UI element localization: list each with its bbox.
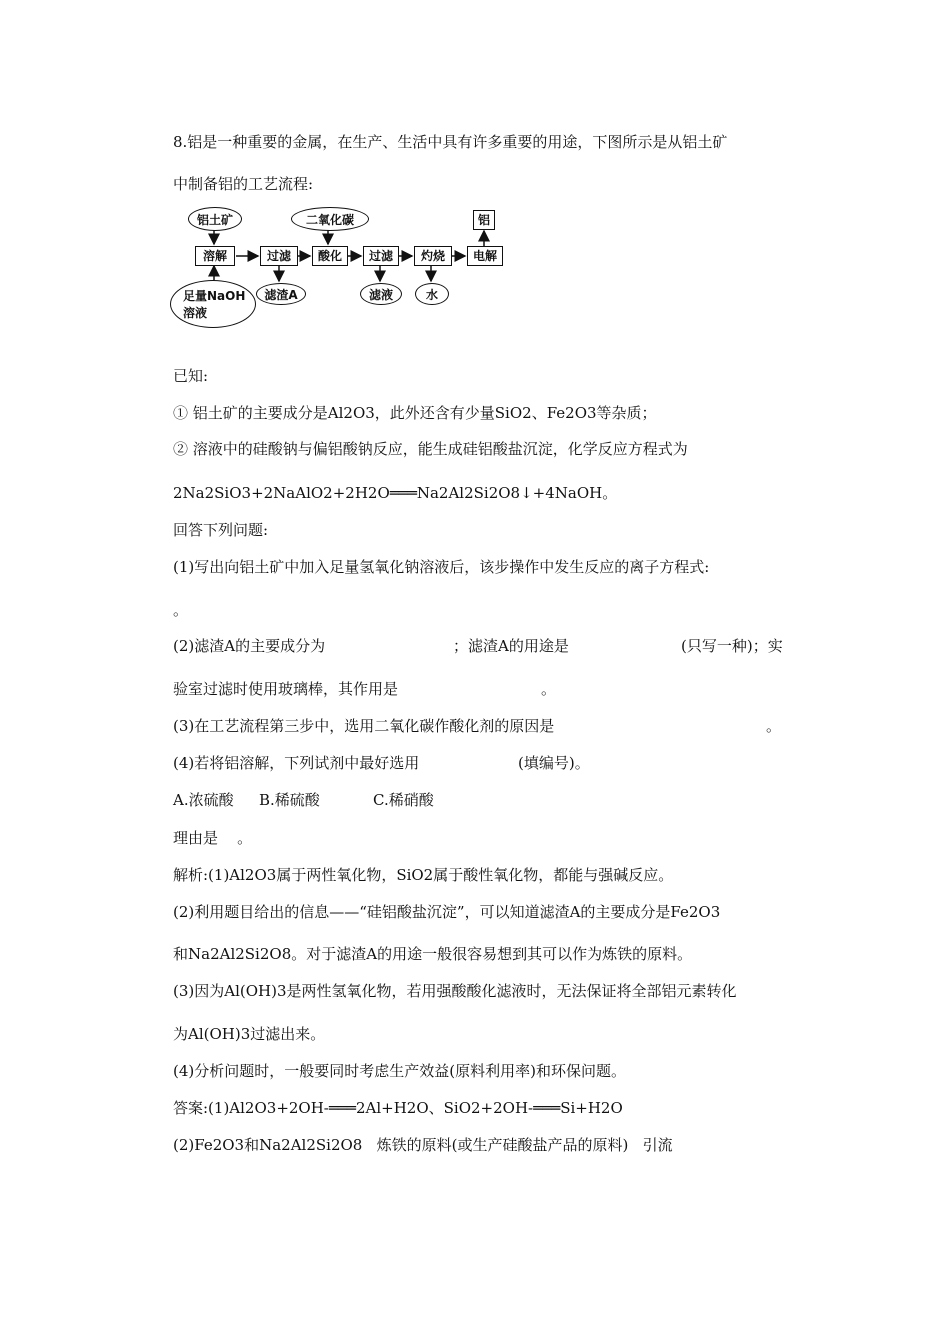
filter1-label: 过滤 (266, 249, 291, 263)
co2-label: 二氧化碳 (305, 212, 354, 227)
co2-node (291, 207, 369, 231)
acidify-step (312, 246, 348, 266)
question-4-option-a: A.浓硫酸 (173, 791, 234, 809)
question-4-option-c: C.稀硝酸 (373, 791, 434, 809)
question-intro-line1: 8.铝是一种重要的金属，在生产、生活中具有许多重要的用途，下图所示是从铝土矿 (173, 133, 728, 151)
analysis-3-line1: (3)因为Al(OH)3是两性氢氧化物，若用强酸酸化滤液时，无法保证将全部铝元素转化 (173, 982, 737, 1000)
filtrate-node (360, 283, 402, 305)
analysis-1: 解析:(1)Al2O3属于两性氧化物，SiO2属于酸性氧化物，都能与强碱反应。 (173, 866, 674, 884)
calcine-label: 灼烧 (420, 249, 445, 263)
analysis-2-line1: (2)利用题目给出的信息——“硅铝酸盐沉淀”，可以知道滤渣A的主要成分是Fe2O3 (173, 903, 721, 921)
question-2-b: ；滤渣A的用途是 (453, 637, 569, 655)
water-label: 水 (425, 287, 438, 302)
known-item-1: ① 铝土矿的主要成分是Al2O3，此外还含有少量SiO2、Fe2O3等杂质； (173, 404, 657, 422)
filter1-step (260, 246, 298, 266)
process-flowchart (168, 200, 508, 340)
analysis-2-line2: 和Na2Al2Si2O8。对于滤渣A的用途一般很容易想到其可以作为炼铁的原料。 (173, 945, 693, 963)
question-3: (3)在工艺流程第三步中，选用二氧化碳作酸化剂的原因是 (173, 717, 555, 735)
answer-1: 答案:(1)Al2O3+2OH-═══2Al+H2O、SiO2+2OH-═══Si+H2O (173, 1099, 623, 1117)
naoh-label-line2: 溶液 (183, 306, 208, 320)
question-2-line2: 验室过滤时使用玻璃棒，其作用是 (173, 680, 399, 698)
dissolve-label: 溶解 (202, 249, 227, 263)
electrolysis-label: 电解 (472, 249, 497, 263)
known-equation: 2Na2SiO3+2NaAlO2+2H2O═══Na2Al2Si2O8↓+4NaOH。 (173, 484, 618, 502)
question-1-end: 。 (173, 601, 189, 619)
question-4-a: (4)若将铝溶解，下列试剂中最好选用 (173, 754, 420, 772)
analysis-4: (4)分析问题时，一般要同时考虑生产效益(原料利用率)和环保问题。 (173, 1062, 626, 1080)
question-2-a: (2)滤渣A的主要成分为 (173, 637, 326, 655)
residue-a-node (256, 283, 306, 305)
calcine-step (414, 246, 452, 266)
questions-heading: 回答下列问题: (173, 521, 269, 539)
aluminum-node (473, 210, 495, 230)
question-2-c: (只写一种)；实 (681, 637, 783, 655)
answer-2: (2)Fe2O3和Na2Al2Si2O8 炼铁的原料(或生产硅酸盐产品的原料) 引流 (173, 1136, 673, 1154)
known-heading: 已知: (173, 367, 209, 385)
filter2-label: 过滤 (368, 249, 393, 263)
water-node (415, 283, 449, 305)
analysis-3-line2: 为Al(OH)3过滤出来。 (173, 1025, 326, 1043)
filtrate-label: 滤液 (368, 287, 393, 302)
question-intro-line2: 中制备铝的工艺流程: (173, 175, 314, 193)
question-3-end: 。 (766, 717, 782, 735)
question-4-option-b: B.稀硫酸 (259, 791, 320, 809)
question-1: (1)写出向铝土矿中加入足量氢氧化钠溶液后，该步操作中发生反应的离子方程式: (173, 558, 710, 576)
acidify-label: 酸化 (317, 249, 342, 263)
known-item-2: ② 溶液中的硅酸钠与偏铝酸钠反应，能生成硅铝酸盐沉淀，化学反应方程式为 (173, 440, 688, 458)
bauxite-node (188, 207, 242, 231)
bauxite-label: 铝土矿 (196, 212, 233, 227)
electrolysis-step (467, 246, 503, 266)
filter2-step (363, 246, 399, 266)
question-4-reason: 理由是 。 (173, 829, 253, 847)
residue-a-label: 滤渣A (264, 287, 298, 302)
dissolve-step (195, 246, 235, 266)
question-2-end: 。 (541, 680, 557, 698)
naoh-label-line1: 足量NaOH (183, 289, 246, 303)
aluminum-label: 铝 (477, 213, 490, 227)
question-4-b: (填编号)。 (518, 754, 590, 772)
naoh-node (170, 280, 256, 328)
